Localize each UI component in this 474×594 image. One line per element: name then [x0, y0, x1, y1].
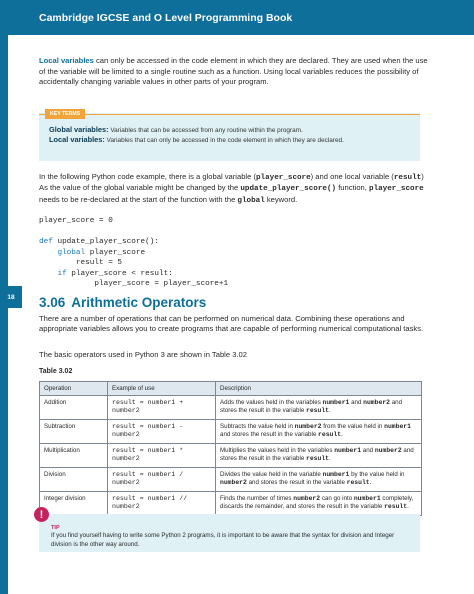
inline-code: number1: [353, 495, 381, 502]
key-terms-header: [39, 109, 420, 121]
text-span: can go into: [320, 495, 354, 502]
text-span: Divides the value held in the variable: [220, 471, 323, 478]
text-span: ) and one local variable (: [310, 172, 394, 181]
inline-code: player_score: [255, 174, 311, 182]
inline-code: player_score: [369, 185, 424, 194]
description-cell: [216, 396, 422, 420]
inline-code: number1: [322, 471, 350, 478]
tip-text: If you find yourself having to write some Python 2 programs, it is important to be aware that the syntax for division and Integer division is the other way around.: [51, 532, 395, 548]
text-span: Finds the number of times: [220, 495, 294, 502]
text-span: Subtracts the value held in: [220, 423, 295, 430]
description-cell: [216, 420, 422, 444]
code-line-global: player_score = 0: [39, 217, 113, 225]
inline-code: number1: [384, 423, 411, 430]
key-term-global-definition: Variables that can be accessed from any routine within the program.: [108, 127, 303, 134]
table-caption: Table 3.02: [39, 368, 73, 375]
side-bar: [0, 35, 8, 594]
book-header: [0, 0, 474, 35]
page-number: [0, 286, 22, 308]
header-example: Example of use: [108, 382, 216, 396]
text-span: completely, discards the remainder, and stores the result in the variable: [220, 495, 414, 510]
operators-table-reference: The basic operators used in Python 3 are shown in Table 3.02: [39, 350, 247, 359]
page-number-text: 18: [7, 293, 15, 301]
key-terms-label: KEY TERMS: [45, 109, 85, 119]
text-span: and stores the result in the variable: [220, 447, 414, 462]
header-operation: Operation: [40, 382, 108, 396]
text-span: .: [329, 455, 331, 462]
key-term-local: [49, 135, 412, 145]
code-text: update_player_score():: [52, 238, 159, 246]
key-term-local-definition: Variables that can only be accessed in the code element in which they are declared.: [104, 137, 344, 144]
code-text: player_score = player_score+1: [39, 280, 229, 289]
inline-code: number2: [374, 447, 402, 454]
text-span: .: [329, 407, 331, 414]
code-text: result = 5: [39, 259, 123, 268]
code-keyword: def: [39, 238, 53, 246]
text-span: and: [361, 447, 375, 454]
section-heading: [39, 295, 206, 310]
table-row: [40, 420, 422, 444]
header-description: Description: [216, 382, 422, 396]
example-cell: result = number1 // number2: [108, 492, 216, 516]
table-row: [40, 444, 422, 468]
inline-code: number2: [293, 495, 321, 502]
operation-cell: Subtraction: [40, 420, 108, 444]
description-cell: [216, 444, 422, 468]
inline-code: result: [318, 431, 342, 438]
example-cell: result = number1 + number2: [108, 396, 216, 420]
inline-code: number2: [220, 479, 247, 486]
text-span: and stores the result in the variable: [246, 479, 347, 486]
operation-cell: Division: [40, 468, 108, 492]
exclamation-icon: !: [34, 507, 49, 522]
intro-paragraph: [39, 56, 434, 88]
code-text: player_score: [85, 248, 146, 257]
example-cell: result = number1 / number2: [108, 468, 216, 492]
key-term-local-name: Local variables:: [49, 135, 105, 144]
table-row: [40, 468, 422, 492]
text-span: Adds the values held in the variables: [220, 399, 323, 406]
inline-code: global: [237, 196, 265, 205]
text-span: .: [407, 503, 409, 510]
inline-code: result: [305, 407, 329, 414]
inline-code: result: [384, 503, 408, 510]
inline-code: number2: [363, 399, 390, 406]
table-row: [40, 492, 422, 516]
tip-label: TIP: [51, 525, 60, 531]
text-span: .: [341, 431, 343, 438]
inline-code: result: [393, 174, 422, 182]
book-title: Cambridge IGCSE and O Level Programming Book: [39, 12, 293, 24]
code-explanation-paragraph: [39, 172, 434, 206]
text-span: from the value held in: [321, 423, 385, 430]
example-cell: result = number1 * number2: [108, 444, 216, 468]
description-cell: [216, 468, 422, 492]
inline-code: result: [346, 479, 370, 486]
operation-cell: Multiplication: [40, 444, 108, 468]
text-span: and: [349, 399, 364, 406]
key-term-global: [49, 125, 412, 135]
text-span: by the value held in: [349, 471, 405, 478]
code-text: player_score < result:: [66, 269, 173, 278]
inline-code: number1: [322, 399, 350, 406]
table-row: [40, 396, 422, 420]
inline-code: number1: [334, 447, 362, 454]
text-span: needs to be re-declared at the start of the function with the: [39, 194, 238, 204]
inline-code: number2: [294, 423, 322, 430]
code-block: [39, 237, 228, 290]
inline-code: result: [305, 455, 329, 462]
text-span: keyword.: [264, 194, 298, 204]
example-cell: result = number1 - number2: [108, 420, 216, 444]
section-title-text: Arithmetic Operators: [71, 295, 207, 310]
code-keyword: global: [57, 248, 86, 257]
table-header-row: [40, 382, 422, 396]
description-cell: [216, 492, 422, 516]
text-span: In the following Python code example, there is a global variable (: [39, 172, 256, 181]
key-terms-rule: [39, 114, 420, 115]
operators-intro: There are a number of operations that can be performed on numerical data. Combining these operations and appropriate variables allows you to create programs that are capable of performing numerical computational tasks.: [39, 314, 424, 334]
section-number: 3.06: [39, 295, 66, 310]
text-span: function,: [336, 183, 370, 193]
key-terms-box: [39, 113, 420, 161]
text-span: and stores the result in the variable: [220, 399, 403, 414]
code-keyword: if: [57, 269, 67, 278]
operation-cell: Addition: [40, 396, 108, 420]
key-term-global-name: Global variables:: [49, 125, 109, 134]
operators-table: [39, 381, 422, 516]
operation-cell: Integer division: [40, 492, 108, 516]
text-span: .: [369, 479, 372, 486]
intro-text: can only be accessed in the code element in which they are declared. They are used when the use of the variable will be limited to a single routine such as a function. Using local variables reduces the possibility of accidentally changing variable values in other parts of your program.: [39, 56, 428, 87]
inline-code: update_player_score(): [240, 185, 337, 194]
intro-term: Local variables: [39, 56, 94, 65]
text-span: and stores the result in the variable: [220, 431, 319, 438]
text-span: ) As the value of the global variable might be changed by the: [39, 172, 424, 193]
text-span: Multiplies the values held in the variables: [220, 447, 335, 454]
